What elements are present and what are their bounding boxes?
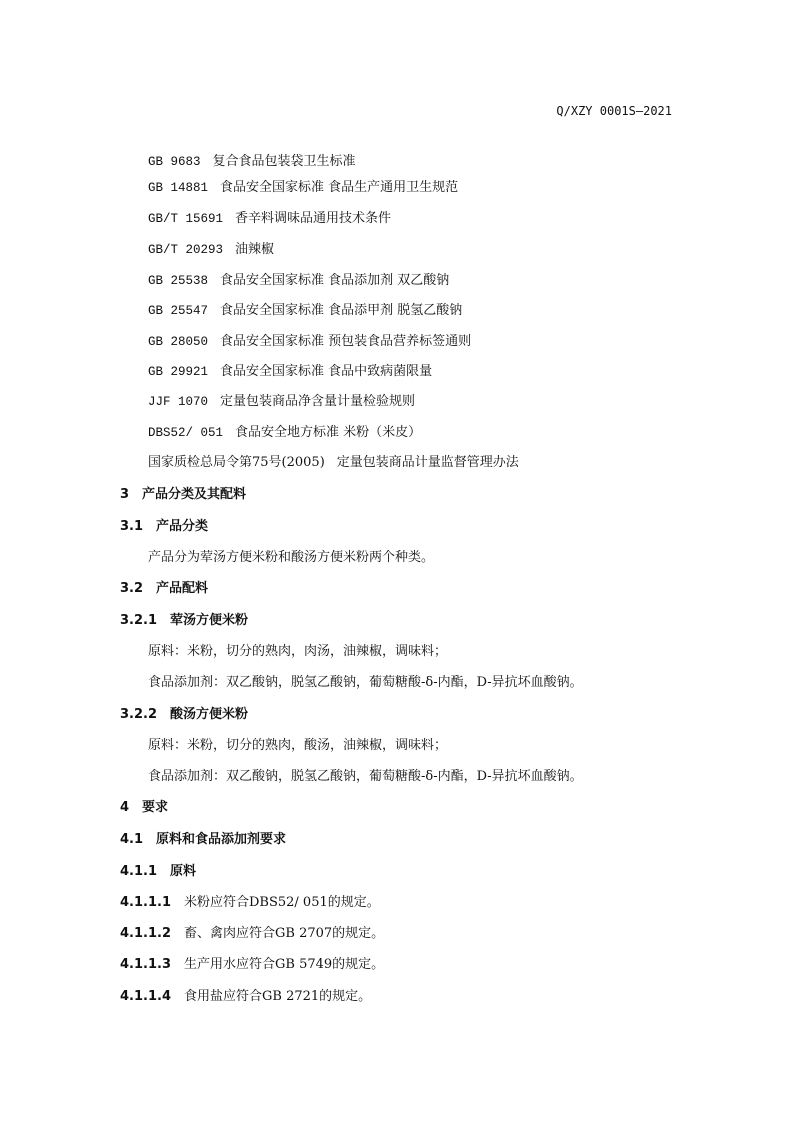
- clause-item: 4.1.1.3 生产用水应符合GB 5749的规定。: [120, 957, 385, 972]
- reference-code: GB 14881: [148, 181, 209, 195]
- section-heading-3-2-2: 3.2.2 酸汤方便米粉: [120, 707, 249, 722]
- reference-code: GB/T 15691: [148, 212, 224, 226]
- paragraph: 原料：米粉，切分的熟肉，肉汤，油辣椒，调味料；: [148, 644, 448, 659]
- reference-title: 复合食品包装袋卫生标准: [212, 154, 356, 169]
- section-heading-4: 4 要求: [120, 800, 169, 815]
- reference-title: 香辛料调味品通用技术条件: [235, 211, 392, 226]
- reference-item: [148, 176, 458, 195]
- section-heading-3-1: 3.1 产品分类: [120, 519, 209, 534]
- reference-title: 食品安全国家标准 食品添加剂 双乙酸钠: [220, 273, 450, 288]
- reference-code: GB/T 20293: [148, 243, 224, 257]
- section-heading-4-1: 4.1 原料和食品添加剂要求: [120, 832, 287, 847]
- reference-item: [148, 238, 274, 257]
- section-heading-3: 3 产品分类及其配料: [120, 487, 247, 502]
- reference-code: DBS52/ 051: [148, 426, 224, 440]
- reference-item: [148, 330, 471, 349]
- clause-item: 4.1.1.4 食用盐应符合GB 2721的规定。: [120, 989, 372, 1004]
- reference-code: GB 9683: [148, 155, 201, 169]
- reference-code: 国家质检总局令第75号(2005): [148, 455, 325, 470]
- reference-code: GB 28050: [148, 335, 209, 349]
- paragraph: 原料：米粉，切分的熟肉，酸汤，油辣椒，调味料；: [148, 738, 448, 753]
- reference-item: [148, 150, 356, 169]
- reference-code: GB 25538: [148, 274, 209, 288]
- reference-title: 油辣椒: [235, 242, 275, 257]
- paragraph: 食品添加剂：双乙酸钠，脱氢乙酸钠，葡萄糖酸-δ-内酯，D-异抗坏血酸钠。: [148, 675, 583, 690]
- section-heading-3-2: 3.2 产品配料: [120, 581, 209, 596]
- reference-code: GB 29921: [148, 365, 209, 379]
- reference-item: [148, 299, 462, 318]
- document-code-header: Q/XZY 0001S—2021: [556, 104, 672, 118]
- reference-title: 食品安全地方标准 米粉（米皮）: [235, 425, 422, 440]
- clause-item: 4.1.1.2 畜、禽肉应符合GB 2707的规定。: [120, 926, 385, 941]
- section-heading-4-1-1: 4.1.1 原料: [120, 864, 197, 879]
- reference-item: [148, 421, 421, 440]
- reference-title: 定量包装商品净含量计量检验规则: [220, 394, 416, 409]
- reference-title: 食品安全国家标准 食品中致病菌限量: [220, 364, 433, 379]
- reference-code: JJF 1070: [148, 395, 209, 409]
- reference-title: 食品安全国家标准 预包装食品营养标签通则: [220, 334, 472, 349]
- reference-item: [148, 390, 415, 409]
- clause-item: 4.1.1.1 米粉应符合DBS52/ 051的规定。: [120, 895, 380, 910]
- reference-item: [148, 269, 449, 288]
- reference-item: [148, 360, 432, 379]
- section-heading-3-2-1: 3.2.1 荤汤方便米粉: [120, 613, 249, 628]
- paragraph: 食品添加剂：双乙酸钠，脱氢乙酸钠，葡萄糖酸-δ-内酯，D-异抗坏血酸钠。: [148, 769, 583, 784]
- paragraph: 产品分为荤汤方便米粉和酸汤方便米粉两个种类。: [148, 550, 435, 565]
- reference-title: 食品安全国家标准 食品添甲剂 脱氢乙酸钠: [220, 303, 463, 318]
- reference-title: 食品安全国家标准 食品生产通用卫生规范: [220, 180, 459, 195]
- reference-item: [148, 207, 391, 226]
- reference-title: 定量包装商品计量监督管理办法: [336, 455, 519, 470]
- reference-code: GB 25547: [148, 304, 209, 318]
- reference-item: [148, 451, 519, 470]
